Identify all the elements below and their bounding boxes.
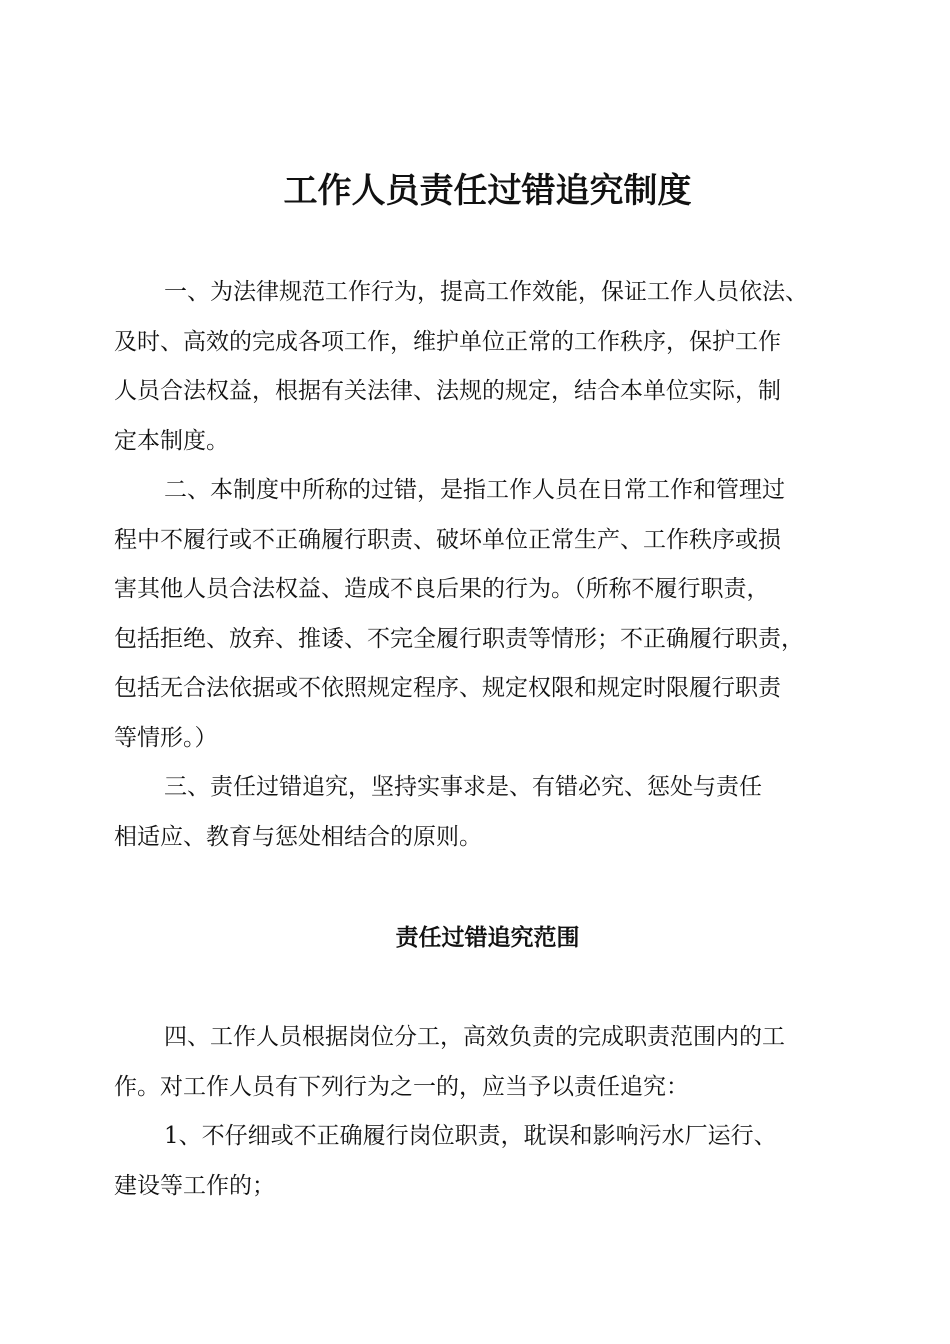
document-title: 工作人员责任过错追究制度 <box>283 171 692 211</box>
paragraph-line: 等情形。） <box>114 724 218 751</box>
paragraph-line: 程中不履行或不正确履行职责、破坏单位正常生产、工作秩序或损 <box>114 526 781 553</box>
paragraph-line: 三、责任过错追究，坚持实事求是、有错必究、惩处与责任 <box>164 774 762 800</box>
paragraph-2 <box>114 466 874 763</box>
paragraph-line: 1、不仔细或不正确履行岗位职责，耽误和影响污水厂运行、 <box>164 1123 777 1149</box>
paragraph-line: 相适应、教育与惩处相结合的原则。 <box>114 823 482 850</box>
section-heading: 责任过错追究范围 <box>395 924 580 951</box>
paragraph-1 <box>114 268 874 466</box>
paragraph-4 <box>114 1013 874 1112</box>
paragraph-3 <box>114 763 874 862</box>
paragraph-line: 包括拒绝、放弃、推诿、不完全履行职责等情形；不正确履行职责， <box>114 625 804 652</box>
paragraph-line: 害其他人员合法权益、造成不良后果的行为。（所称不履行职责， <box>114 576 770 602</box>
paragraph-line: 人员合法权益，根据有关法律、法规的规定，结合本单位实际，制 <box>114 378 781 404</box>
paragraph-line: 建设等工作的； <box>114 1172 275 1199</box>
paragraph-line: 二、本制度中所称的过错，是指工作人员在日常工作和管理过 <box>164 477 785 503</box>
paragraph-5 <box>114 1112 874 1211</box>
paragraph-line: 定本制度。 <box>114 427 229 454</box>
paragraph-line: 一、为法律规范工作行为，提高工作效能，保证工作人员依法、 <box>164 279 808 305</box>
paragraph-line: 作。对工作人员有下列行为之一的，应当予以责任追究： <box>114 1073 689 1100</box>
paragraph-line: 包括无合法依据或不依照规定程序、规定权限和规定时限履行职责 <box>114 675 781 701</box>
paragraph-line: 四、工作人员根据岗位分工，高效负责的完成职责范围内的工 <box>164 1024 785 1050</box>
paragraph-line: 及时、高效的完成各项工作，维护单位正常的工作秩序，保护工作 <box>114 328 781 355</box>
